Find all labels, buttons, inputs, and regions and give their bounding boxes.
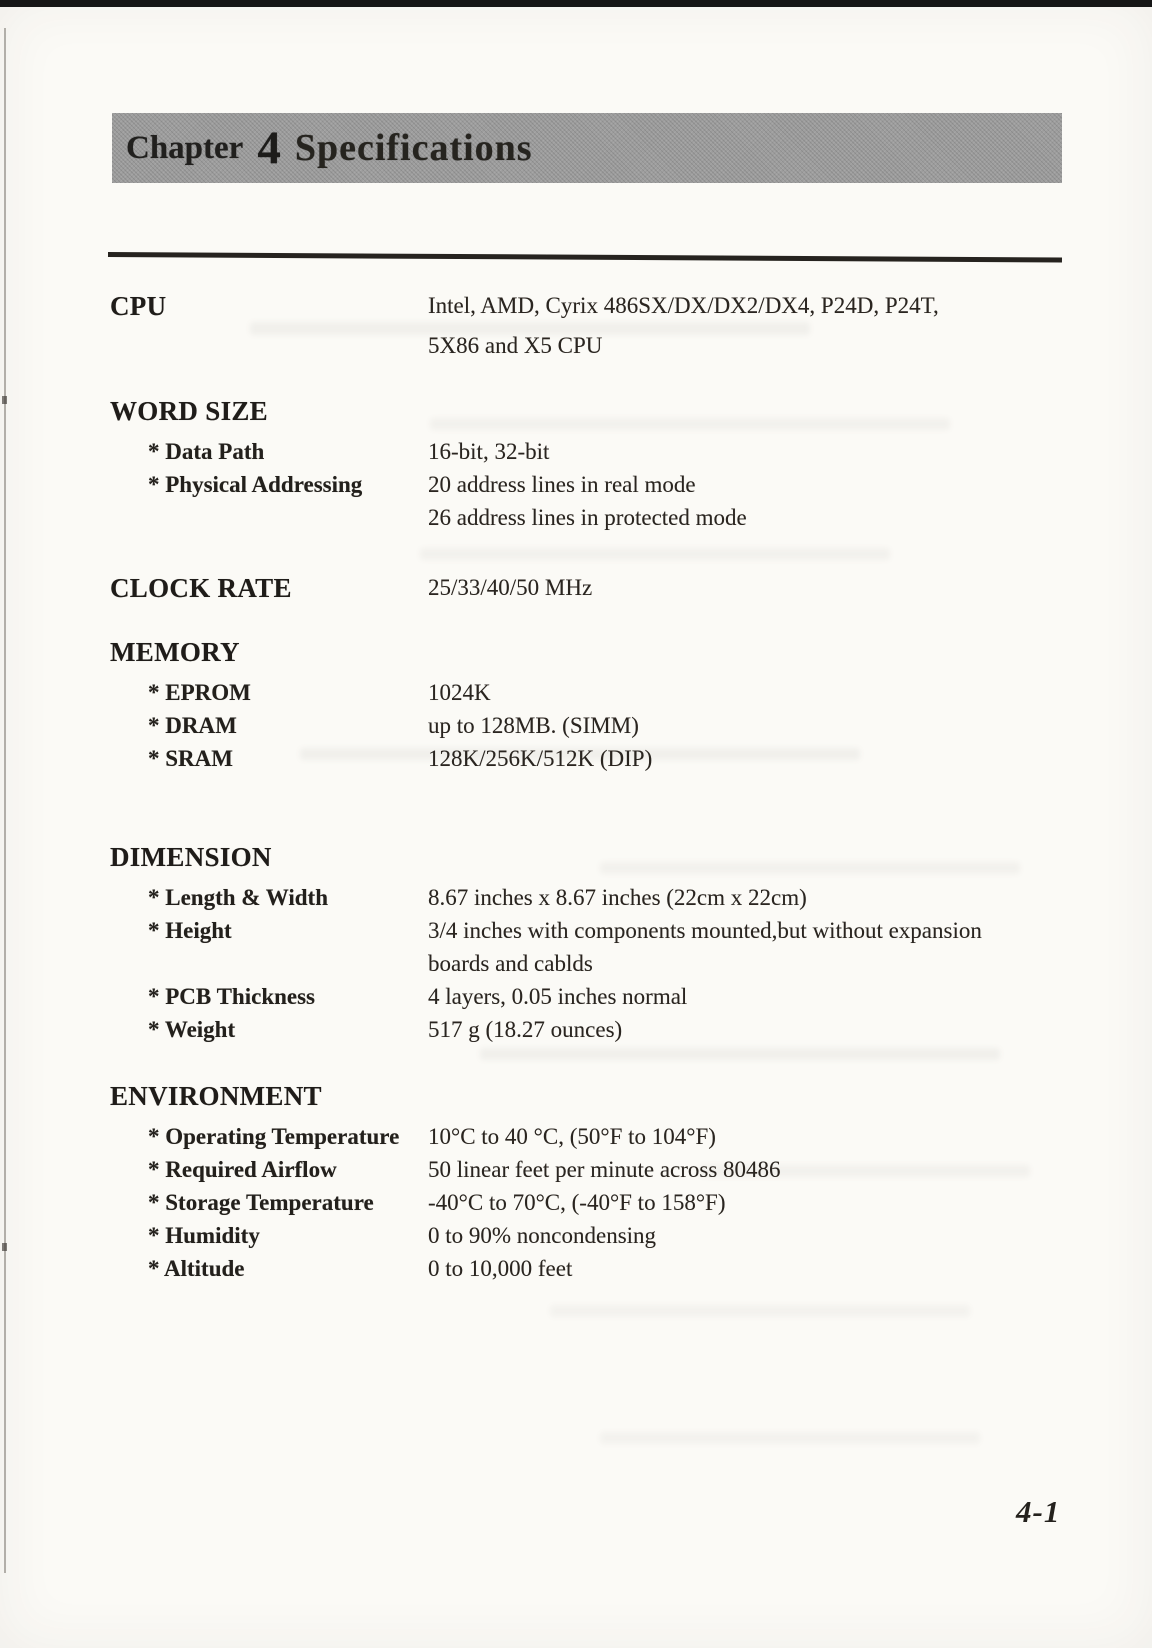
scan-artifact <box>2 396 7 404</box>
spec-label: * EPROM <box>148 680 251 705</box>
chapter-label: Chapter <box>126 129 244 166</box>
spec-label: * Humidity <box>148 1223 260 1248</box>
spec-values <box>428 468 1110 534</box>
spec-value-line: 20 address lines in real mode <box>428 472 696 497</box>
spec-row <box>110 468 1110 534</box>
spec-value-line: 0 to 10,000 feet <box>428 1256 573 1281</box>
spec-value-line: 8.67 inches x 8.67 inches (22cm x 22cm) <box>428 885 807 910</box>
spec-label: * Required Airflow <box>148 1157 337 1182</box>
section-heading-dimension: DIMENSION <box>110 842 272 872</box>
section-memory <box>110 635 1110 775</box>
bleed-through-artifact <box>420 548 890 560</box>
spec-row <box>110 1252 1110 1285</box>
spec-row <box>110 571 1110 605</box>
section-heading-clock-rate: CLOCK RATE <box>110 573 292 603</box>
scan-edge-top <box>0 0 1152 7</box>
spec-row <box>110 1013 1110 1046</box>
spec-values <box>428 571 1110 605</box>
section-heading-cpu: CPU <box>110 291 167 321</box>
chapter-header-banner <box>112 113 1062 183</box>
spec-value-line: boards and cablds <box>428 951 593 976</box>
spec-label: * Physical Addressing <box>148 472 363 497</box>
spec-value-line: 1024K <box>428 680 491 705</box>
spec-row <box>110 1120 1110 1153</box>
spec-row <box>110 676 1110 709</box>
spec-row <box>110 435 1110 468</box>
spec-row <box>110 289 1110 362</box>
horizontal-rule <box>108 252 1062 262</box>
spec-row <box>110 709 1110 742</box>
section-heading-word-size: WORD SIZE <box>110 396 268 426</box>
spec-value-line: 517 g (18.27 ounces) <box>428 1017 623 1042</box>
spec-value-line: 10°C to 40 °C, (50°F to 104°F) <box>428 1124 716 1149</box>
spec-label: * PCB Thickness <box>148 984 316 1009</box>
chapter-number: 4 <box>257 122 281 174</box>
spec-value-line: 5X86 and X5 CPU <box>428 333 603 358</box>
spec-values <box>428 914 1110 980</box>
spec-row <box>110 980 1110 1013</box>
spec-value-line: 0 to 90% noncondensing <box>428 1223 657 1248</box>
spec-value-line: Intel, AMD, Cyrix 486SX/DX/DX2/DX4, P24D, P24T, <box>428 293 939 318</box>
scan-edge-left <box>4 28 6 1573</box>
spec-value-line: up to 128MB. (SIMM) <box>428 713 639 738</box>
page-title: Specifications <box>294 127 533 169</box>
spec-values <box>428 289 1110 362</box>
spec-label: * Operating Temperature <box>148 1124 400 1149</box>
section-word-size <box>110 394 1110 534</box>
section-cpu <box>110 289 1110 362</box>
spec-value-line: 16-bit, 32-bit <box>428 439 550 464</box>
spec-value-line: 3/4 inches with components mounted,but without expansion <box>428 918 982 943</box>
spec-label: * Height <box>148 918 232 943</box>
bleed-through-artifact <box>550 1305 970 1317</box>
spec-value-line: 50 linear feet per minute across 80486 <box>428 1157 781 1182</box>
section-environment <box>110 1079 1110 1285</box>
spec-row <box>110 1186 1110 1219</box>
spec-value-line: -40°C to 70°C, (-40°F to 158°F) <box>428 1190 726 1215</box>
spec-value-line: 26 address lines in protected mode <box>428 505 747 530</box>
spec-label: * Storage Temperature <box>148 1190 374 1215</box>
section-clock-rate <box>110 571 1110 605</box>
bleed-through-artifact <box>480 1048 1000 1060</box>
spec-row <box>110 742 1110 775</box>
spec-label: * Data Path <box>148 439 265 464</box>
section-dimension <box>110 840 1110 1046</box>
scan-artifact <box>2 1243 7 1251</box>
spec-row <box>110 1219 1110 1252</box>
spec-value-line: 4 layers, 0.05 inches normal <box>428 984 688 1009</box>
spec-value-line: 25/33/40/50 MHz <box>428 575 593 600</box>
spec-label: * Weight <box>148 1017 236 1042</box>
page-number: 4-1 <box>1016 1494 1061 1529</box>
bleed-through-artifact <box>600 1432 980 1444</box>
spec-label: * Altitude <box>148 1256 245 1281</box>
spec-row <box>110 1153 1110 1186</box>
spec-value-line: 128K/256K/512K (DIP) <box>428 746 653 771</box>
section-heading-environment: ENVIRONMENT <box>110 1081 322 1111</box>
spec-label: * DRAM <box>148 713 237 738</box>
spec-values <box>428 435 1110 468</box>
section-heading-memory: MEMORY <box>110 637 240 667</box>
spec-row <box>110 881 1110 914</box>
spec-label: * Length & Width <box>148 885 329 910</box>
spec-row <box>110 914 1110 980</box>
spec-label: * SRAM <box>148 746 233 771</box>
